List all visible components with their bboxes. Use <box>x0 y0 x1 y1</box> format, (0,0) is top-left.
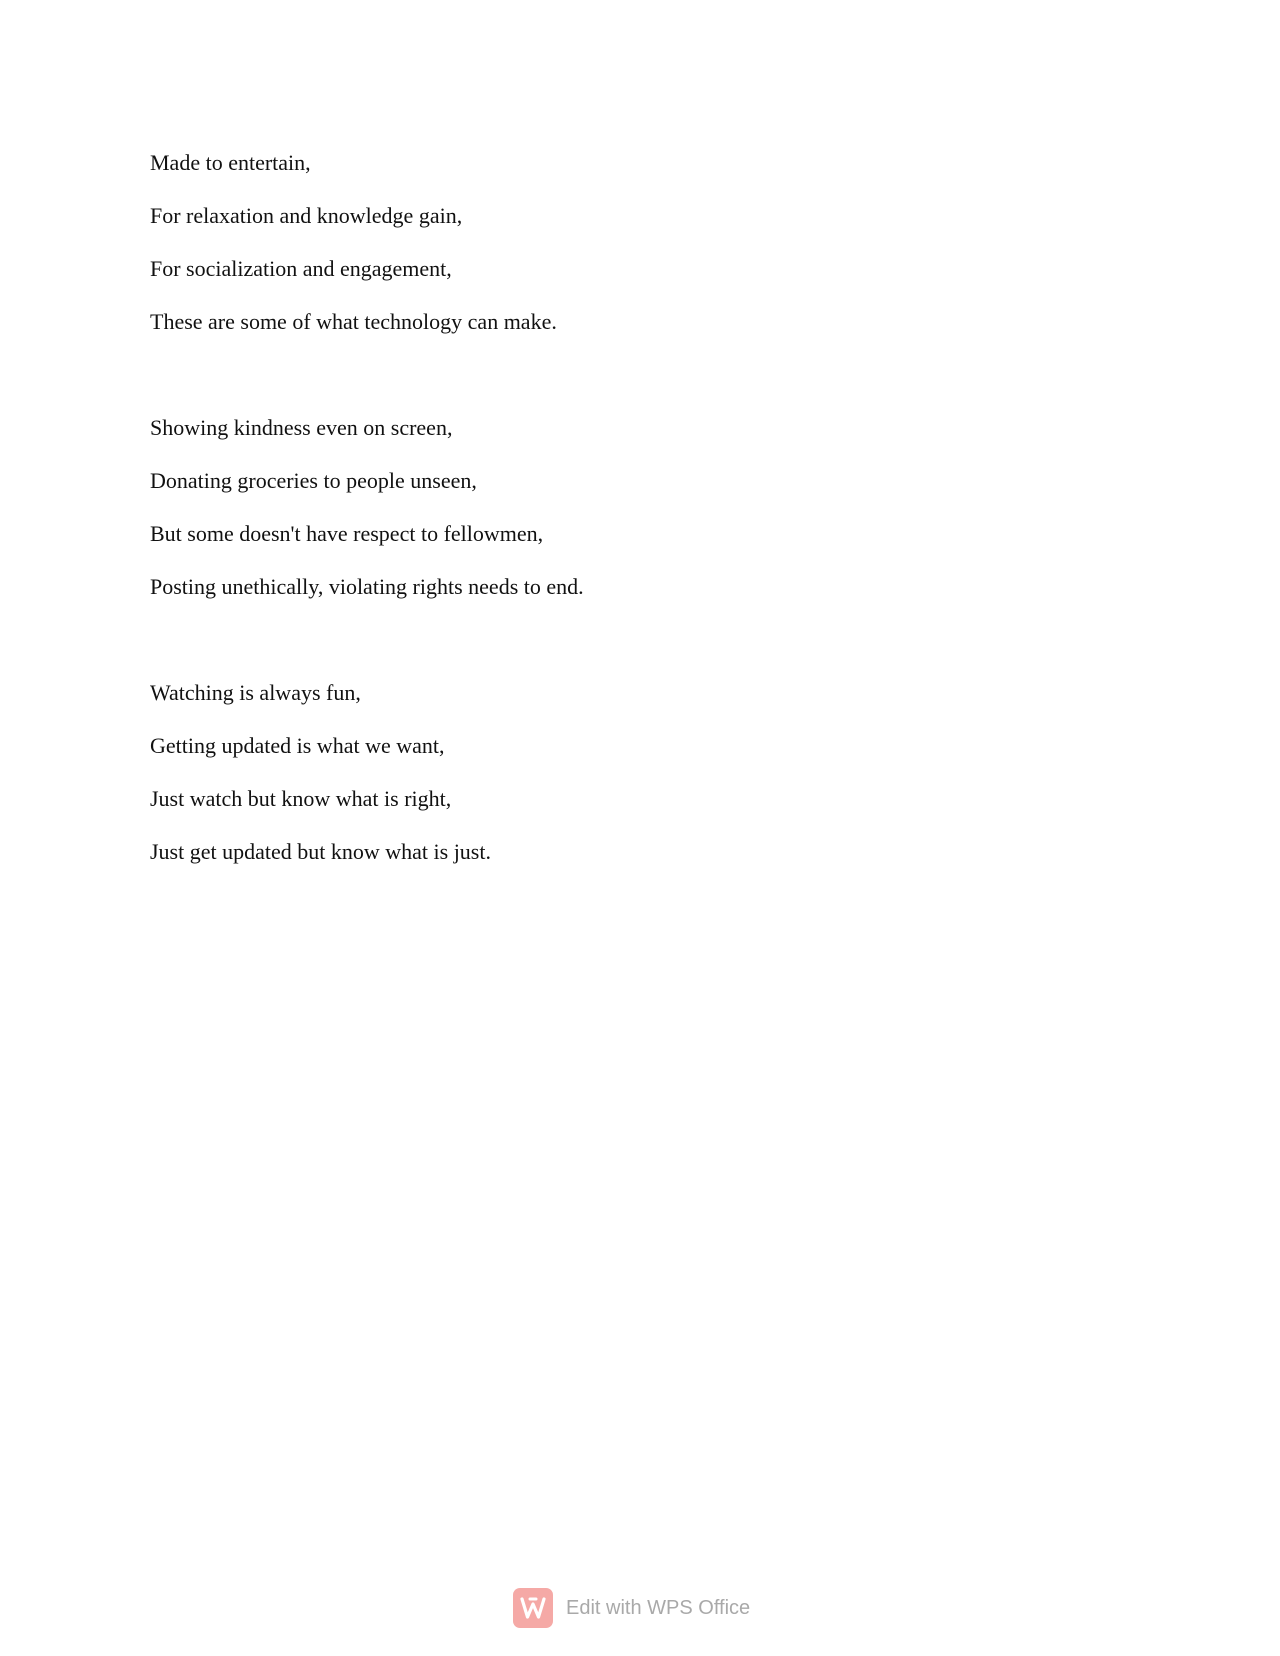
poem-line: Just get updated but know what is just. <box>150 839 491 864</box>
wps-logo-icon <box>513 1588 553 1628</box>
poem-line: Showing kindness even on screen, <box>150 415 453 440</box>
poem <box>150 136 1050 931</box>
watermark-text: Edit with WPS Office <box>566 1596 751 1619</box>
poem-line: For socialization and engagement, <box>150 256 452 281</box>
wps-watermark[interactable] <box>513 1588 750 1628</box>
poem-line: Getting updated is what we want, <box>150 733 445 758</box>
poem-line: But some doesn't have respect to fellowmen, <box>150 521 544 546</box>
poem-line: Just watch but know what is right, <box>150 786 452 811</box>
stanza-2 <box>150 401 1050 613</box>
stanza-1 <box>150 136 1050 348</box>
poem-line: Made to entertain, <box>150 150 311 175</box>
poem-line: For relaxation and knowledge gain, <box>150 203 463 228</box>
poem-line: Watching is always fun, <box>150 680 361 705</box>
poem-line: These are some of what technology can make. <box>150 309 557 334</box>
stanza-3 <box>150 666 1050 878</box>
poem-line: Donating groceries to people unseen, <box>150 468 477 493</box>
poem-line: Posting unethically, violating rights needs to end. <box>150 574 584 599</box>
